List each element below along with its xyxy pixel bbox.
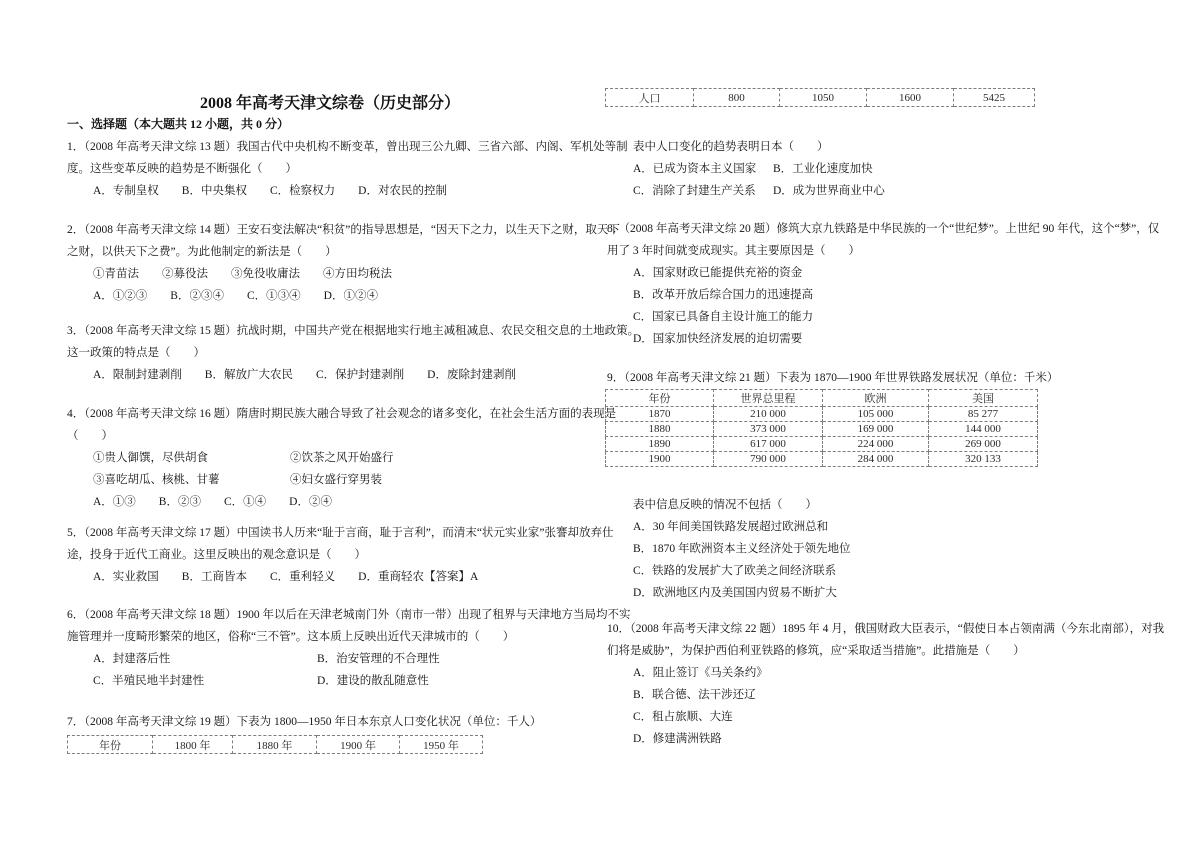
table-cell: 1800 年	[153, 736, 233, 754]
question-3-line-1: 3．（2008 年高考天津文综 15 题）抗战时期，中国共产党在根据地实行地主减租减息、农民交租交息的土地政策。	[67, 325, 640, 337]
question-6-options-row-1	[93, 648, 440, 670]
question-9-option-b: B．1870 年欧洲资本主义经济处于领先地位	[633, 543, 851, 555]
question-10-option-b: B．联合德、法干涉还辽	[633, 689, 756, 701]
question-6-option-a: A．封建落后性	[93, 653, 171, 665]
tokyo-population-table-values	[605, 88, 1035, 107]
table-cell: 320 133	[929, 452, 1038, 467]
question-7-options-row-1	[633, 158, 873, 180]
table-cell: 85 277	[929, 407, 1038, 422]
right-column	[605, 0, 1165, 849]
table-cell: 欧洲	[823, 390, 929, 407]
table-cell: 284 000	[823, 452, 929, 467]
table-cell: 224 000	[823, 437, 929, 452]
table-cell: 105 000	[823, 407, 929, 422]
question-7-option-b: B．工业化速度加快	[773, 163, 873, 175]
question-2-line-2: 之财，以供天下之费”。为此他制定的新法是（ ）	[67, 246, 337, 258]
question-6-line-2: 施管理并一度畸形繁荣的地区，俗称“三不管”。这本质上反映出近代天津城市的（ ）	[67, 631, 515, 643]
question-4-items-row-2	[93, 469, 382, 491]
question-2-line-1: 2．（2008 年高考天津文综 14 题）王安石变法解决“积贫”的指导思想是，“因天下之力，以生天下之财，取天下	[67, 224, 620, 236]
table-cell: 1880	[606, 422, 714, 437]
question-9-option-c: C．铁路的发展扩大了欧美之间经济联系	[633, 565, 837, 577]
question-8-option-b: B．改革开放后综合国力的迅速提高	[633, 289, 814, 301]
table-cell: 5425	[954, 89, 1035, 107]
table-cell: 1900	[606, 452, 714, 467]
railway-development-table	[605, 389, 1038, 467]
table-cell: 1900 年	[317, 736, 400, 754]
question-8-line-1: 8．（2008 年高考天津文综 20 题）修筑大京九铁路是中华民族的一个“世纪梦”。上世纪 90 年代，这个“梦”，仅	[607, 223, 1160, 235]
question-5-line-1: 5．（2008 年高考天津文综 17 题）中国读书人历来“耻于言商，耻于言利”，而清末“状元实业家”张謇却放弃仕	[67, 527, 614, 539]
question-3-line-2: 这一政策的特点是（ ）	[67, 347, 205, 359]
question-9-option-a: A．30 年间美国铁路发展超过欧洲总和	[633, 521, 829, 533]
question-10-option-a: A．阻止签订《马关条约》	[633, 667, 768, 679]
table-cell: 人口	[606, 89, 694, 107]
table-cell: 年份	[606, 390, 714, 407]
table-cell: 1950 年	[400, 736, 483, 754]
table-cell: 800	[694, 89, 780, 107]
question-8-option-d: D．国家加快经济发展的迫切需要	[633, 333, 803, 345]
table-cell: 269 000	[929, 437, 1038, 452]
question-7-intro: 7．（2008 年高考天津文综 19 题）下表为 1800—1950 年日本东京人口变化状况（单位：千人）	[67, 716, 542, 728]
table-cell: 210 000	[714, 407, 823, 422]
question-8-option-a: A．国家财政已能提供充裕的资金	[633, 267, 803, 279]
question-8-line-2: 用了 3 年时间就变成现实。其主要原因是（ ）	[607, 245, 860, 257]
question-1-options: A．专制皇权 B．中央集权 C．检察权力 D．对农民的控制	[93, 185, 447, 197]
table-cell: 1870	[606, 407, 714, 422]
question-4-line-2: （ ）	[67, 430, 113, 442]
question-10-option-d: D．修建满洲铁路	[633, 733, 722, 745]
question-4-options: A．①③ B．②③ C．①④ D．②④	[93, 496, 332, 508]
question-7-options-row-2	[633, 180, 885, 202]
question-2-options: A．①②③ B．②③④ C．①③④ D．①②④	[93, 290, 378, 302]
question-4-item-1: ①贵人御馔，尽供胡食	[93, 452, 208, 464]
question-1-line-1: 1．（2008 年高考天津文综 13 题）我国古代中央机构不断变革，曾出现三公九卿、三省六部、内阁、军机处等制	[67, 141, 628, 153]
question-6-option-b: B．治安管理的不合理性	[317, 653, 440, 665]
table-cell: 年份	[68, 736, 153, 754]
question-5-line-2: 途，投身于近代工商业。这里反映出的观念意识是（ ）	[67, 549, 366, 561]
table-cell: 世界总里程	[714, 390, 823, 407]
question-8-option-c: C．国家已具备自主设计施工的能力	[633, 311, 814, 323]
question-1-line-2: 度。这些变革反映的趋势是不断强化（ ）	[67, 163, 297, 175]
left-column	[65, 0, 640, 849]
question-7-option-c: C．消除了封建生产关系	[633, 185, 756, 197]
question-5-options: A．实业救国 B．工商皆本 C．重利轻义 D．重商轻农【答案】A	[93, 571, 479, 583]
question-7-option-d: D．成为世界商业中心	[773, 185, 885, 197]
tokyo-population-table-years	[67, 735, 483, 754]
table-cell: 1050	[780, 89, 867, 107]
table-cell: 373 000	[714, 422, 823, 437]
question-6-options-row-2	[93, 670, 429, 692]
question-4-items-row-1	[93, 447, 394, 469]
table-cell: 617 000	[714, 437, 823, 452]
table-cell: 美国	[929, 390, 1038, 407]
table-cell: 790 000	[714, 452, 823, 467]
table-cell: 169 000	[823, 422, 929, 437]
table-cell: 144 000	[929, 422, 1038, 437]
question-4-line-1: 4．（2008 年高考天津文综 16 题）隋唐时期民族大融合导致了社会观念的诸多变化，在社会生活方面的表现是	[67, 408, 617, 420]
section-heading: 一、选择题（本大题共 12 小题，共 0 分）	[67, 117, 290, 131]
exam-title: 2008 年高考天津文综卷（历史部分）	[199, 95, 460, 112]
question-7-option-a: A．已成为资本主义国家	[633, 163, 757, 175]
question-10-option-c: C．租占旅顺、大连	[633, 711, 733, 723]
question-6-option-c: C．半殖民地半封建性	[93, 675, 205, 687]
question-4-item-4: ④妇女盛行穿男装	[290, 474, 382, 486]
question-6-option-d: D．建设的散乱随意性	[317, 675, 429, 687]
question-4-item-2: ②饮茶之风开始盛行	[290, 452, 394, 464]
question-3-options: A．限制封建剥削 B．解放广大农民 C．保护封建剥削 D．废除封建剥削	[93, 369, 516, 381]
question-9-stem: 表中信息反映的情况不包括（ ）	[633, 499, 817, 511]
question-10-line-2: 们将是威胁”，为保护西伯利亚铁路的修筑，应“采取适当措施”。此措施是（ ）	[607, 645, 1025, 657]
question-4-item-3: ③喜吃胡瓜、核桃、甘薯	[93, 474, 220, 486]
question-9-option-d: D．欧洲地区内及美国国内贸易不断扩大	[633, 587, 837, 599]
table-cell: 1890	[606, 437, 714, 452]
question-2-items: ①青苗法 ②募役法 ③免役收庸法 ④方田均税法	[93, 268, 392, 280]
question-6-line-1: 6．（2008 年高考天津文综 18 题）1900 年以后在天津老城南门外（南市一带）出现了租界与天津地方当局均不实	[67, 609, 631, 621]
question-7-stem: 表中人口变化的趋势表明日本（ ）	[633, 141, 829, 153]
table-cell: 1600	[867, 89, 954, 107]
table-cell: 1880 年	[233, 736, 317, 754]
question-9-intro: 9．（2008 年高考天津文综 21 题）下表为 1870—1900 年世界铁路发展状况（单位：千米）	[607, 372, 1059, 384]
question-10-line-1: 10．（2008 年高考天津文综 22 题）1895 年 4 月，俄国财政大臣表示，“假使日本占领南满（今东北南部），对我	[607, 623, 1165, 635]
